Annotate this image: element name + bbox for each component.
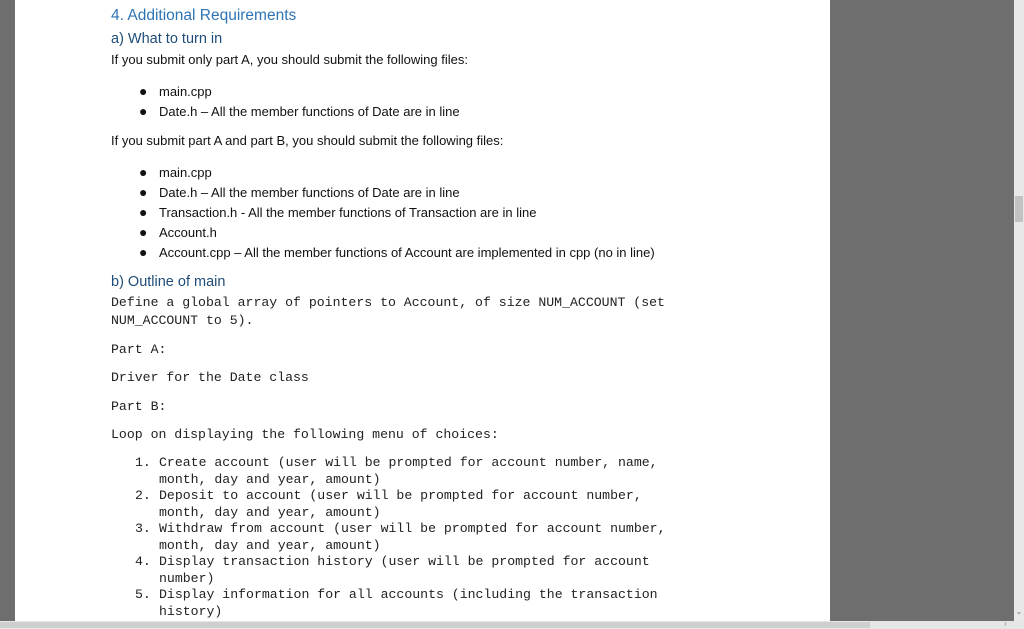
menu-item-line-2: month, day and year, amount)	[159, 504, 381, 520]
bullet-icon: ●	[139, 244, 148, 260]
list-item-text: main.cpp	[159, 84, 212, 99]
subheading-what-to-turn-in: a) What to turn in	[111, 31, 223, 47]
bullet-icon: ●	[139, 164, 148, 180]
menu-item-line-1: Withdraw from account (user will be prompted for account number,	[159, 521, 666, 536]
left-margin	[0, 0, 15, 629]
menu-item-number: 5.	[135, 587, 151, 602]
menu-item-line-2: number)	[159, 570, 215, 586]
part-a-label: Part A:	[111, 342, 167, 357]
menu-item-number: 4.	[135, 554, 151, 569]
list-item-text: Account.h	[159, 225, 217, 240]
document-page	[15, 0, 830, 621]
bullet-icon: ●	[139, 103, 148, 119]
bullet-icon: ●	[139, 224, 148, 240]
intro-part-a: If you submit only part A, you should submit the following files:	[111, 52, 468, 67]
section-heading: 4. Additional Requirements	[111, 7, 297, 24]
menu-item-line-1: Create account (user will be prompted for account number, name,	[159, 455, 658, 470]
vertical-scroll-thumb[interactable]	[1015, 196, 1023, 222]
loop-line: Loop on displaying the following menu of choices:	[111, 427, 499, 442]
menu-item-line-2: month, day and year, amount)	[159, 537, 381, 553]
menu-item-line-1: Display transaction history (user will be prompted for account	[159, 554, 650, 569]
scroll-down-arrow-icon[interactable]: ⌄	[1015, 607, 1023, 616]
menu-item-number: 3.	[135, 521, 151, 536]
menu-item-line-1: Deposit to account (user will be prompted for account number,	[159, 488, 642, 503]
menu-item-line-2: history)	[159, 603, 223, 619]
bullet-icon: ●	[139, 204, 148, 220]
menu-item-number: 2.	[135, 488, 151, 503]
driver-line: Driver for the Date class	[111, 370, 309, 385]
menu-item-number: 1.	[135, 455, 151, 470]
list-item-text: Date.h – All the member functions of Date are in line	[159, 185, 460, 200]
menu-item-line-1: Display information for all accounts (including the transaction	[159, 587, 658, 602]
define-line-1: Define a global array of pointers to Account, of size NUM_ACCOUNT (set	[111, 295, 665, 310]
define-line-2: NUM_ACCOUNT to 5).	[111, 313, 254, 328]
list-item-text: Transaction.h - All the member functions of Transaction are in line	[159, 205, 537, 220]
right-margin	[830, 0, 1014, 621]
bullet-icon: ●	[139, 83, 148, 99]
horizontal-scrollbar[interactable]	[0, 621, 1024, 629]
intro-part-b: If you submit part A and part B, you should submit the following files:	[111, 133, 504, 148]
list-item-text: main.cpp	[159, 165, 212, 180]
horizontal-scroll-thumb[interactable]	[0, 622, 870, 628]
part-b-label: Part B:	[111, 399, 167, 414]
vertical-scrollbar[interactable]	[1014, 0, 1024, 621]
subheading-outline-of-main: b) Outline of main	[111, 274, 226, 290]
menu-item-line-2: month, day and year, amount)	[159, 471, 381, 487]
scroll-right-arrow-icon[interactable]: ›	[1004, 619, 1007, 628]
list-item-text: Account.cpp – All the member functions of Account are implemented in cpp (no in line)	[159, 245, 655, 260]
list-item-text: Date.h – All the member functions of Date are in line	[159, 104, 460, 119]
bullet-icon: ●	[139, 184, 148, 200]
